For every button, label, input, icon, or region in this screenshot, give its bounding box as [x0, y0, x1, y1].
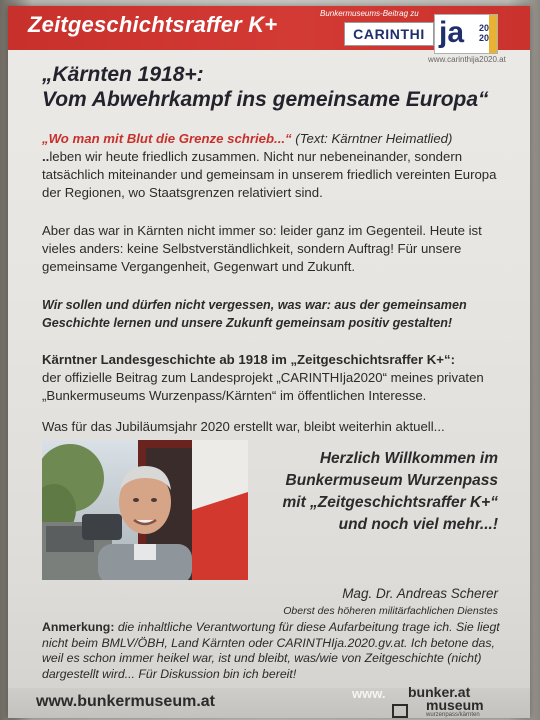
carinthija-logo: [434, 14, 498, 54]
para1-lead: ..: [42, 149, 50, 164]
footer-url: www.bunkermuseum.at: [36, 693, 215, 710]
note-paragraph: [42, 620, 512, 682]
main-title-line1: „Kärnten 1918+:: [42, 63, 204, 86]
bunker-logo-line2: museum: [426, 697, 484, 713]
signature-name: Mag. Dr. Andreas Scherer: [342, 586, 498, 601]
carinthija-logo-text: CARINTHI: [344, 22, 434, 46]
para4-heading: Kärntner Landesgeschichte ab 1918 im „Zeitgeschichtsraffer K+“:: [42, 352, 455, 367]
welcome-line3: mit „Zeitgeschichtsraffer K+“: [282, 494, 498, 511]
bunker-logo-icon: [392, 704, 408, 718]
note-label: Anmerkung:: [42, 620, 115, 634]
welcome-line4: und noch viel mehr...!: [338, 516, 498, 533]
main-title-line2: Vom Abwehrkampf ins gemeinsame Europa“: [42, 88, 489, 111]
bunker-logo-text: [408, 686, 484, 712]
quote-red: „Wo man mit Blut die Grenze schrieb...“: [42, 131, 292, 146]
intro-paragraph: [42, 130, 512, 202]
carinthija-url: www.carinthija2020.at: [428, 55, 506, 64]
footer: [8, 684, 530, 718]
paragraph-3: Wir sollen und dürfen nicht vergessen, was war: aus der gemeinsamen Geschichte lernen und unsere Zukunft gemeinsam positiv gestalten!: [42, 298, 467, 330]
header-title: Zeitgeschichtsraffer K+: [28, 12, 278, 37]
year-bottom: 20: [479, 33, 490, 43]
header-contribution-label: Bunkermuseums-Beitrag zu: [320, 9, 419, 18]
ja-logo-stripe: [489, 15, 498, 54]
ja-logo-year: [479, 23, 489, 43]
year-top: 20: [479, 23, 490, 33]
paragraph-5: Was für das Jubiläumsjahr 2020 erstellt war, bleibt weiterhin aktuell...: [42, 419, 445, 434]
portrait-photo: [42, 440, 248, 580]
welcome-line1: Herzlich Willkommen im: [319, 450, 498, 467]
welcome-line2: Bunkermuseum Wurzenpass: [285, 472, 498, 489]
bunker-logo-sub: wurzenpass/kärnten: [426, 712, 480, 718]
poster: [8, 6, 530, 718]
signature-title: Oberst des höheren militärfachlichen Dienstes: [283, 605, 498, 617]
bunker-logo-line1: bunker.at: [408, 684, 471, 700]
portrait-photo-svg: [42, 440, 248, 580]
paragraph-4: [42, 351, 512, 405]
quote-source: (Text: Kärntner Heimatlied): [291, 131, 453, 146]
paragraph-2: Aber das war in Kärnten nicht immer so: leider ganz im Gegenteil. Heute ist vieles anders: keine Selbstverständlichkeit, sondern Auftrag! Für unsere gemeinsame Vergangenheit, Gegenwart und Zukunft.: [42, 223, 482, 274]
main-title: [42, 62, 522, 112]
welcome-block: [254, 448, 498, 536]
ja-logo-text: ja: [439, 16, 465, 49]
header-banner: [8, 6, 530, 50]
para4-text: der offizielle Beitrag zum Landesprojekt „CARINTHIja2020“ meines privaten „Bunkermuseums Wurzenpass/Kärnten“ im öffentlichen Interesse.: [42, 370, 484, 403]
para1-text: leben wir heute friedlich zusammen. Nicht nur nebeneinander, sondern tatsächlich miteinander und gemeinsam in unserem friedlich vereinten Europa der Regionen, wo Staatsgrenzen relativiert sind.: [42, 149, 497, 200]
bunker-logo-www: www.: [352, 686, 386, 701]
note-text: die inhaltliche Verantwortung für diese Aufarbeitung trage ich. Sie liegt nicht beim BMLV/ÖBH, Land Kärnten oder CARINTHIja.2020.gv.at. Ich betone das, weil es schon immer heikel war, ist und bleibt, was/wie von Zeitgeschichte (nicht) dargestellt wird... Für Diskussion bin ich bereit!: [42, 620, 500, 681]
